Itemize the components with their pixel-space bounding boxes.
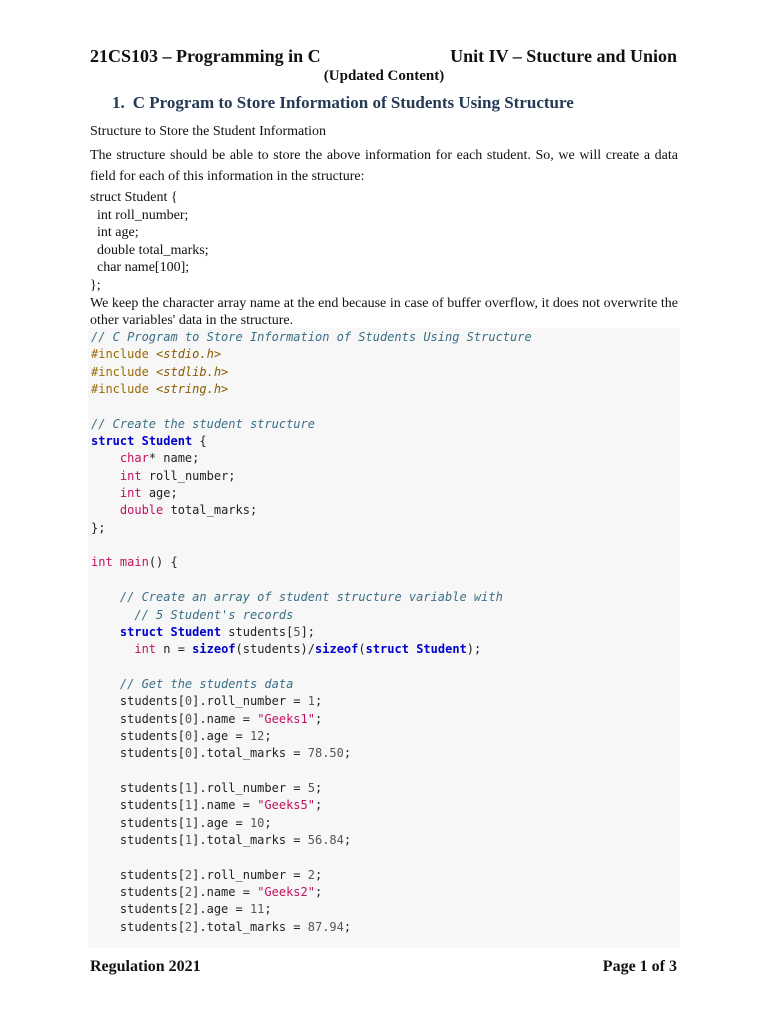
code-string: "Geeks1" — [257, 711, 315, 726]
struct-line: int age; — [90, 225, 139, 241]
struct-line: char name[100]; — [90, 260, 190, 276]
regulation-label: Regulation 2021 — [90, 958, 201, 975]
include-path: <stdlib.h> — [156, 364, 229, 379]
intro-text — [90, 123, 678, 329]
section-title: C Program to Store Information of Students Using Structure — [132, 93, 574, 112]
section-number: 1. — [112, 93, 125, 112]
code-string: "Geeks5" — [257, 798, 315, 813]
section-heading — [112, 93, 574, 113]
course-title: 21CS103 – Programming in C — [90, 46, 321, 66]
code-comment: // Create an array of student structure variable with — [119, 590, 503, 605]
include-path: <stdio.h> — [156, 347, 222, 362]
struct-line: }; — [90, 277, 101, 293]
updated-content-label: (Updated Content) — [323, 68, 445, 84]
unit-title: Unit IV – Stucture and Union — [450, 46, 677, 66]
code-string: "Geeks2" — [257, 885, 315, 899]
struct-line: struct Student { — [90, 190, 178, 205]
code-comment: // 5 Student's records — [134, 607, 294, 622]
code-comment: // Get the students data — [119, 676, 294, 691]
include-path: <string.h> — [156, 382, 229, 397]
overflow-paragraph: We keep the character array name at the end because in case of buffer overflow, it does not overwrite the other variables' data in the structure. — [90, 295, 678, 328]
struct-snippet — [90, 189, 678, 295]
intro-paragraph: The structure should be able to store the above information for each student. So, we will create a data field for each of this information in the structure: — [90, 148, 678, 184]
code-block — [88, 328, 680, 948]
struct-line: int roll_number; — [90, 207, 189, 223]
struct-line: double total_marks; — [90, 242, 209, 258]
intro-line: Structure to Store the Student Information — [90, 124, 327, 139]
code-comment: // C Program to Store Information of Students Using Structure — [91, 330, 532, 344]
page-number: Page 1 of 3 — [602, 958, 677, 975]
code-comment: // Create the student structure — [91, 416, 315, 431]
code-listing: // C Program to Store Information of Students Using Structure #include <stdio.h> #include <stdlib.h> #include <string.h> // Create the student structure struct Student { char* name; int roll_number; int age; double total_marks; }; int main() { // Create an array of student structure variable with // 5 Student's records struct Student students[5]; int n = sizeof(students)/sizeof(struct Student); // Get the students data students[0].roll_number = 1; students[0].name = "Geeks1"; students[0].age = 12; students[0].total_marks = 78.50; students[1].roll_number = 5; students[1].name = "Geeks5"; students[1].age = 10; students[1].total_marks = 56.84; students[2].roll_number = 2; students[2].name = "Geeks2"; students[2].age = 11; students[2].total_marks = 87.94; — [91, 330, 532, 934]
